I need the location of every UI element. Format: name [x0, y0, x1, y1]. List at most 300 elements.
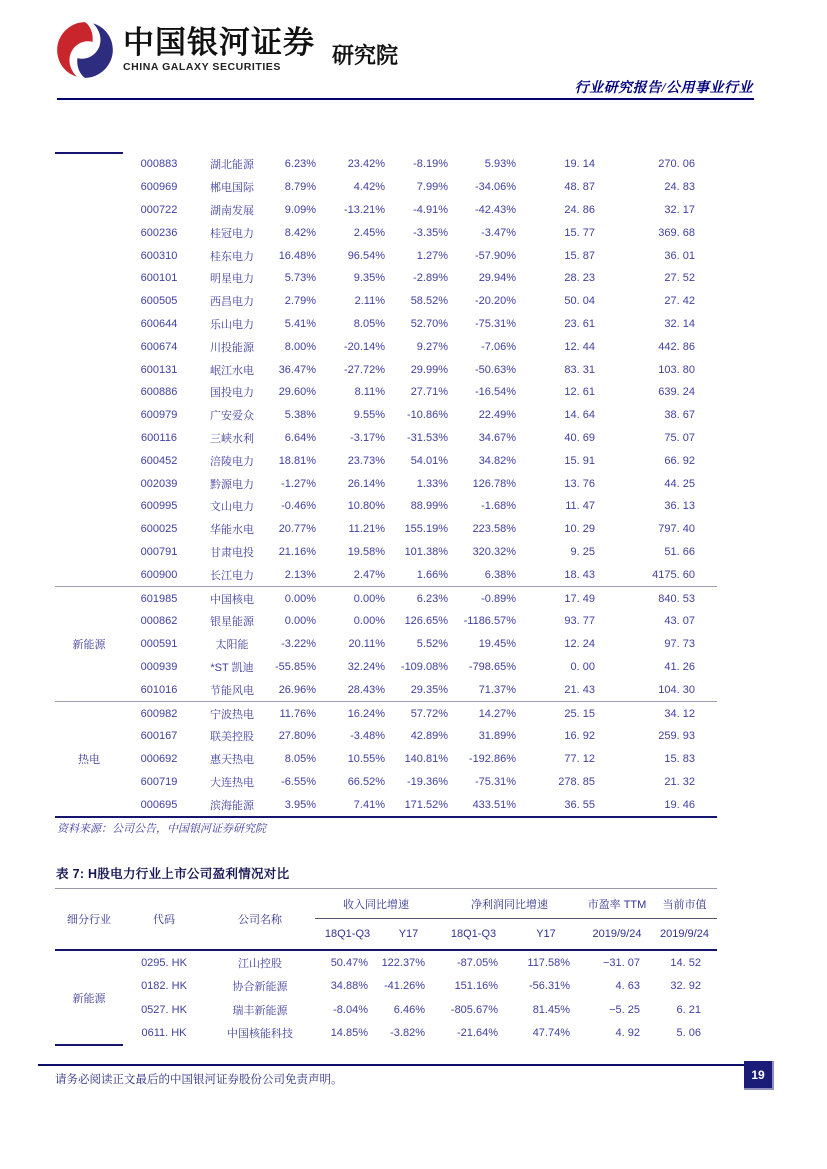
table-cell: -2.89%	[413, 272, 448, 285]
table-cell: 19.58%	[347, 545, 385, 558]
table-cell: 5.52%	[416, 638, 448, 651]
table-cell: -798.65%	[468, 660, 516, 673]
table-cell: 广安爱众	[210, 410, 254, 423]
table-cell: 0.00%	[269, 587, 328, 610]
table-cell: 000722	[140, 203, 178, 216]
table-cell: 26.96%	[278, 683, 316, 696]
table-row	[55, 975, 717, 999]
table-cell: 600900	[140, 568, 178, 581]
table-cell: -10.86%	[407, 409, 448, 422]
table-cell: 433.51%	[472, 798, 516, 811]
table-cell: 83. 31	[564, 363, 595, 376]
section-label: 热电	[55, 702, 123, 817]
table-cell: 600236	[140, 226, 178, 239]
table-cell: 43. 07	[664, 615, 695, 628]
disclaimer-text: 请务必阅读正文最后的中国银河证券股份公司免责声明。	[55, 1074, 343, 1086]
table-cell: 6.23%	[397, 587, 460, 610]
company-logo	[56, 20, 398, 80]
table-cell: 明星电力	[210, 273, 254, 286]
table-cell: 18.81%	[278, 454, 316, 467]
table-cell: 7.99%	[416, 181, 448, 194]
table-cell: 20.11%	[348, 638, 385, 651]
table-cell: 西昌电力	[210, 296, 254, 309]
table-cell: 600982	[123, 702, 195, 725]
table-cell: -27.72%	[344, 363, 385, 376]
table-cell: −31. 07	[602, 956, 640, 969]
table-cell: 66. 92	[664, 454, 695, 467]
table-cell: 93. 77	[564, 615, 595, 628]
table-cell: 600310	[140, 249, 178, 262]
table-cell: 117.58%	[527, 956, 570, 969]
table-cell: 36. 55	[564, 798, 595, 811]
table-cell: 4. 92	[615, 1027, 640, 1040]
table-cell: -6.55%	[281, 775, 316, 788]
table-cell: -1.27%	[281, 477, 316, 490]
table-cell: *ST 凯迪	[210, 661, 254, 674]
table-cell: -8.04%	[333, 1003, 368, 1016]
table-cell: 5.93%	[484, 158, 516, 171]
table-cell: -1186.57%	[463, 615, 516, 628]
subheader-period: Y17	[510, 919, 582, 951]
table-cell: 华能水电	[210, 524, 254, 537]
table-cell: 600969	[140, 181, 178, 194]
table-cell: -42.43%	[475, 203, 516, 216]
table-cell: 太阳能	[215, 639, 249, 652]
table-cell: 19. 14	[564, 158, 595, 171]
table-cell: 36.47%	[278, 363, 316, 376]
table-cell: -75.31%	[475, 775, 516, 788]
table-cell: 38. 67	[664, 409, 695, 422]
galaxy-swirl-icon	[56, 20, 114, 80]
table-row	[55, 771, 717, 794]
table-cell: 15. 91	[564, 454, 595, 467]
table-cell: 1.27%	[416, 249, 448, 262]
table-cell: 0. 00	[570, 660, 595, 673]
table-cell: -3.48%	[350, 730, 385, 743]
table-cell: 002039	[140, 477, 178, 490]
table-cell: 银星能源	[210, 616, 254, 629]
table-cell: -50.63%	[475, 363, 516, 376]
table-cell: 840. 53	[607, 587, 717, 610]
table-cell: 36. 13	[664, 500, 695, 513]
table-cell: 2.79%	[284, 295, 316, 308]
table-cell: 600167	[140, 730, 178, 743]
table-cell: 大连热电	[210, 776, 254, 789]
table-cell: 9. 25	[570, 545, 595, 558]
table-cell: 6. 21	[676, 1003, 701, 1016]
table-cell: -7.06%	[481, 340, 516, 353]
table-row	[55, 427, 717, 450]
table-cell: 12. 24	[564, 638, 595, 651]
section-label: 新能源	[55, 950, 123, 1045]
table-cell: 19. 46	[664, 798, 695, 811]
table-cell: -4.91%	[413, 203, 448, 216]
table-cell: 29.35%	[410, 683, 448, 696]
table-cell: 2.45%	[353, 226, 385, 239]
table-cell: 0295. HK	[141, 956, 187, 969]
table-row	[55, 176, 717, 199]
table-cell: 1.33%	[416, 477, 448, 490]
table-cell: 32. 17	[664, 203, 695, 216]
table-cell: 乐山电力	[210, 318, 254, 331]
table-cell: 000591	[140, 638, 178, 651]
table-cell: -75.31%	[475, 317, 516, 330]
table-cell: 71.37%	[478, 683, 516, 696]
table-row	[55, 244, 717, 267]
table-cell: 41. 26	[664, 660, 695, 673]
table-cell: 24. 86	[564, 203, 595, 216]
table-cell: -8.19%	[413, 158, 448, 171]
table-row	[55, 518, 717, 541]
table-cell: 岷江水电	[210, 364, 254, 377]
table-cell: 9.55%	[353, 409, 385, 422]
logo-english-name: CHINA GALAXY SECURITIES	[123, 61, 281, 74]
table-cell: 14. 52	[670, 956, 701, 969]
table-cell: 51. 66	[664, 545, 695, 558]
table-cell: -3.82%	[390, 1027, 425, 1040]
table-cell: 42.89%	[410, 730, 448, 743]
table-cell: 27. 42	[664, 295, 695, 308]
table-cell: 23.42%	[347, 158, 385, 171]
header-divider	[57, 98, 754, 100]
table-cell: 21.16%	[278, 545, 316, 558]
table-cell: -57.90%	[475, 249, 516, 262]
table-cell: 600886	[140, 386, 178, 399]
table-cell: 桂东电力	[210, 250, 254, 263]
table-cell: 20.77%	[278, 523, 316, 536]
table-row	[55, 449, 717, 472]
table-cell: 湖北能源	[210, 159, 254, 172]
footer-divider	[38, 1064, 745, 1066]
table-row	[55, 404, 717, 427]
table-cell: -20.14%	[344, 340, 385, 353]
table-cell: −5. 25	[609, 1003, 640, 1016]
table-row	[55, 267, 717, 290]
table-cell: 000883	[140, 158, 178, 171]
table-cell: 滨海能源	[210, 799, 254, 812]
subheader-period: 18Q1-Q3	[315, 919, 380, 951]
header-company-name: 公司名称	[205, 889, 315, 951]
table-cell: 223.58%	[472, 523, 516, 536]
section-label: 新能源	[55, 587, 123, 702]
table-cell: 97. 73	[664, 638, 695, 651]
table-cell: 140.81%	[404, 753, 448, 766]
table-cell: 6.23%	[284, 158, 316, 171]
table-cell: -16.54%	[475, 386, 516, 399]
header-code: 代码	[123, 889, 205, 951]
table-cell: 0.00%	[284, 615, 316, 628]
table-cell: 000695	[140, 798, 178, 811]
table-cell: -3.22%	[281, 638, 316, 651]
page-number-badge: 19	[744, 1061, 774, 1090]
table-cell: 21. 32	[664, 775, 695, 788]
table-cell: 600995	[140, 500, 178, 513]
table-cell: 34.88%	[330, 980, 368, 993]
research-institute-label: 研究院	[332, 43, 399, 69]
subheader-date: 2019/9/24	[582, 919, 652, 951]
table-cell: 15. 77	[564, 226, 595, 239]
table-cell: 19.45%	[478, 638, 516, 651]
table-cell: 25. 15	[528, 702, 607, 725]
table-cell: -805.67%	[450, 1003, 498, 1016]
table-cell: -0.89%	[460, 587, 528, 610]
table-cell: 96.54%	[347, 249, 385, 262]
table-cell: -21.64%	[457, 1027, 498, 1040]
table-row	[55, 702, 717, 725]
table-cell: 600452	[140, 454, 178, 467]
table-cell: -31.53%	[407, 431, 448, 444]
table-cell: -3.47%	[481, 226, 516, 239]
table-cell: 442. 86	[658, 340, 695, 353]
table-cell: 26.14%	[347, 477, 385, 490]
table-cell: 000692	[140, 753, 178, 766]
table-row	[55, 541, 717, 564]
table-cell: 88.99%	[410, 500, 448, 513]
table-cell: 34.67%	[478, 431, 516, 444]
table-cell: 27.71%	[410, 386, 448, 399]
table-cell: 103. 80	[658, 363, 695, 376]
table-cell: 0.00%	[328, 587, 397, 610]
header-profit-growth: 净利润同比增速	[437, 889, 582, 919]
table-cell: 国投电力	[210, 387, 254, 400]
table-cell: 黔源电力	[210, 478, 254, 491]
a-share-power-table	[55, 152, 717, 818]
table-cell: 10.80%	[347, 500, 385, 513]
table-row	[55, 793, 717, 817]
table-cell: 320.32%	[472, 545, 516, 558]
table-cell: 0182. HK	[141, 980, 187, 993]
table-cell: 52.70%	[410, 317, 448, 330]
table-cell: 11.21%	[348, 523, 385, 536]
table-cell: -20.20%	[475, 295, 516, 308]
table-cell: 中国核能科技	[227, 1028, 293, 1041]
table-cell: 32.24%	[347, 660, 385, 673]
table-row	[55, 587, 717, 610]
subheader-period: 18Q1-Q3	[437, 919, 510, 951]
table-row	[55, 656, 717, 679]
table-cell: 12. 61	[564, 386, 595, 399]
table-cell: 联美控股	[210, 731, 254, 744]
table-cell: 4. 63	[615, 980, 640, 993]
section-label	[55, 153, 123, 587]
table-cell: 000862	[140, 615, 178, 628]
table-cell: 5. 06	[676, 1027, 701, 1040]
table-cell: 600644	[140, 317, 178, 330]
table-cell: -13.21%	[344, 203, 385, 216]
table-cell: 36. 01	[664, 249, 695, 262]
table-cell: -1.68%	[481, 500, 516, 513]
table-cell: 122.37%	[381, 956, 425, 969]
table-cell: 601985	[123, 587, 195, 610]
table-cell: 0611. HK	[141, 1027, 187, 1040]
table-cell: 13. 76	[564, 477, 595, 490]
table-cell: 9.35%	[353, 272, 385, 285]
table-cell: 10.55%	[347, 753, 385, 766]
table-cell: 639. 24	[658, 386, 695, 399]
table-cell: 长江电力	[210, 569, 254, 582]
table-cell: 中国核电	[195, 587, 269, 610]
table-cell: 126.65%	[404, 615, 448, 628]
table-cell: 600505	[140, 295, 178, 308]
table-cell: 40. 69	[564, 431, 595, 444]
table-header-row	[55, 889, 717, 919]
table-cell: 81.45%	[532, 1003, 570, 1016]
table-cell: 66.52%	[347, 775, 385, 788]
table-cell: 34. 12	[607, 702, 717, 725]
subheader-date: 2019/9/24	[652, 919, 717, 951]
table-cell: -56.31%	[529, 980, 570, 993]
table-cell: 8.00%	[284, 340, 316, 353]
table-row	[55, 495, 717, 518]
table-cell: 14.85%	[330, 1027, 368, 1040]
table-cell: 郴电国际	[210, 182, 254, 195]
table-cell: 28. 23	[564, 272, 595, 285]
table-cell: 湖南发展	[210, 204, 254, 217]
table-cell: 6.46%	[393, 1003, 425, 1016]
report-type-label: 行业研究报告/公用事业行业	[574, 81, 753, 96]
header-pe-ttm: 市盈率 TTM	[582, 889, 652, 919]
table-cell: 0527. HK	[141, 1003, 187, 1016]
table-cell: 259. 93	[658, 730, 695, 743]
table-cell: 48. 87	[564, 181, 595, 194]
table-cell: 18. 43	[564, 568, 595, 581]
header-industry: 细分行业	[55, 889, 123, 951]
table-cell: 104. 30	[658, 683, 695, 696]
table-cell: 27. 52	[664, 272, 695, 285]
table-cell: -41.26%	[384, 980, 425, 993]
table-row	[55, 290, 717, 313]
table-cell: 惠天热电	[210, 754, 254, 767]
table-cell: 50. 04	[564, 295, 595, 308]
table-cell: 600719	[140, 775, 178, 788]
table-cell: -192.86%	[468, 753, 516, 766]
table-cell: 11.76%	[269, 702, 328, 725]
table-cell: 000939	[140, 660, 178, 673]
table-cell: 8.11%	[354, 386, 385, 399]
table-cell: 8.42%	[284, 226, 316, 239]
table-cell: 8.05%	[284, 753, 316, 766]
table-cell: 23.73%	[347, 454, 385, 467]
table-cell: 2.47%	[353, 568, 385, 581]
table-cell: 101.38%	[404, 545, 448, 558]
table-cell: 24. 83	[664, 181, 695, 194]
table-row	[55, 725, 717, 748]
table-cell: 34.82%	[478, 454, 516, 467]
table-row	[55, 950, 717, 975]
logo-text	[123, 24, 399, 74]
table-cell: 9.27%	[416, 340, 448, 353]
table-cell: 5.41%	[284, 317, 316, 330]
table-row	[55, 563, 717, 586]
table-cell: 15. 83	[664, 753, 695, 766]
table-cell: 600131	[140, 363, 178, 376]
table-cell: 600116	[141, 431, 177, 444]
table-row	[55, 1022, 717, 1046]
table-cell: 22.49%	[478, 409, 516, 422]
table-cell: -3.17%	[350, 431, 385, 444]
table-row	[55, 335, 717, 358]
table-cell: 14.27%	[460, 702, 528, 725]
table-cell: 31.89%	[478, 730, 516, 743]
table-cell: 50.47%	[330, 956, 368, 969]
table-cell: 600101	[140, 272, 178, 285]
table-cell: 桂冠电力	[210, 227, 254, 240]
table-cell: -87.05%	[457, 956, 498, 969]
table-cell: 23. 61	[564, 317, 595, 330]
table-cell: -19.36%	[407, 775, 448, 788]
table-cell: 151.16%	[454, 980, 498, 993]
table-cell: 47.74%	[532, 1027, 570, 1040]
table-cell: 11. 47	[565, 500, 595, 513]
table-cell: 宁波热电	[195, 702, 269, 725]
table-cell: 14. 64	[564, 409, 595, 422]
table-cell: 川投能源	[210, 341, 254, 354]
table-cell: 江山控股	[238, 957, 282, 970]
table-cell: 155.19%	[404, 523, 448, 536]
table-cell: 4.42%	[353, 181, 385, 194]
table-cell: 32. 92	[670, 980, 701, 993]
table-cell: 甘肃电投	[210, 546, 254, 559]
table-cell: 2.11%	[354, 295, 385, 308]
table-cell: 协合新能源	[232, 981, 288, 994]
table-cell: 3.95%	[284, 798, 316, 811]
table-cell: 9.09%	[284, 203, 316, 216]
table-row	[55, 358, 717, 381]
source-note: 资料来源：公司公告，中国银河证券研究院	[57, 823, 266, 835]
table-row	[55, 472, 717, 495]
table-cell: -0.46%	[281, 500, 316, 513]
table-cell: -34.06%	[475, 181, 516, 194]
table-cell: 17. 49	[528, 587, 607, 610]
table-cell: 7.41%	[353, 798, 385, 811]
table-cell: -3.35%	[413, 226, 448, 239]
table-cell: 32. 14	[664, 317, 695, 330]
table-cell: 278. 85	[558, 775, 595, 788]
table-cell: 54.01%	[410, 454, 448, 467]
table-cell: 文山电力	[210, 501, 254, 514]
table-cell: 369. 68	[658, 226, 695, 239]
table-row	[55, 153, 717, 176]
table-row	[55, 998, 717, 1022]
table-row	[55, 221, 717, 244]
table-cell: -109.08%	[400, 660, 448, 673]
subheader-period: Y17	[380, 919, 437, 951]
table-cell: 0.00%	[353, 615, 385, 628]
table-cell: 600025	[140, 523, 178, 536]
table-row	[55, 313, 717, 336]
table-cell: 6.38%	[484, 568, 516, 581]
table-row	[55, 199, 717, 222]
table-cell: 节能风电	[210, 684, 254, 697]
table-cell: 16.24%	[328, 702, 397, 725]
table-cell: 600674	[140, 340, 178, 353]
table-cell: 000791	[140, 545, 178, 558]
table-cell: 75. 07	[664, 431, 695, 444]
table-cell: 10. 29	[564, 523, 595, 536]
table-cell: 28.43%	[347, 683, 385, 696]
table-cell: 270. 06	[658, 158, 695, 171]
table-cell: 5.73%	[284, 272, 316, 285]
table-cell: 44. 25	[664, 477, 695, 490]
table-cell: 21. 43	[564, 683, 595, 696]
table-cell: 29.99%	[410, 363, 448, 376]
table-row	[55, 381, 717, 404]
table-cell: 12. 44	[564, 340, 595, 353]
table-row	[55, 610, 717, 633]
table-cell: 77. 12	[564, 753, 595, 766]
table-cell: 8.79%	[284, 181, 316, 194]
header-revenue-growth: 收入同比增速	[315, 889, 437, 919]
